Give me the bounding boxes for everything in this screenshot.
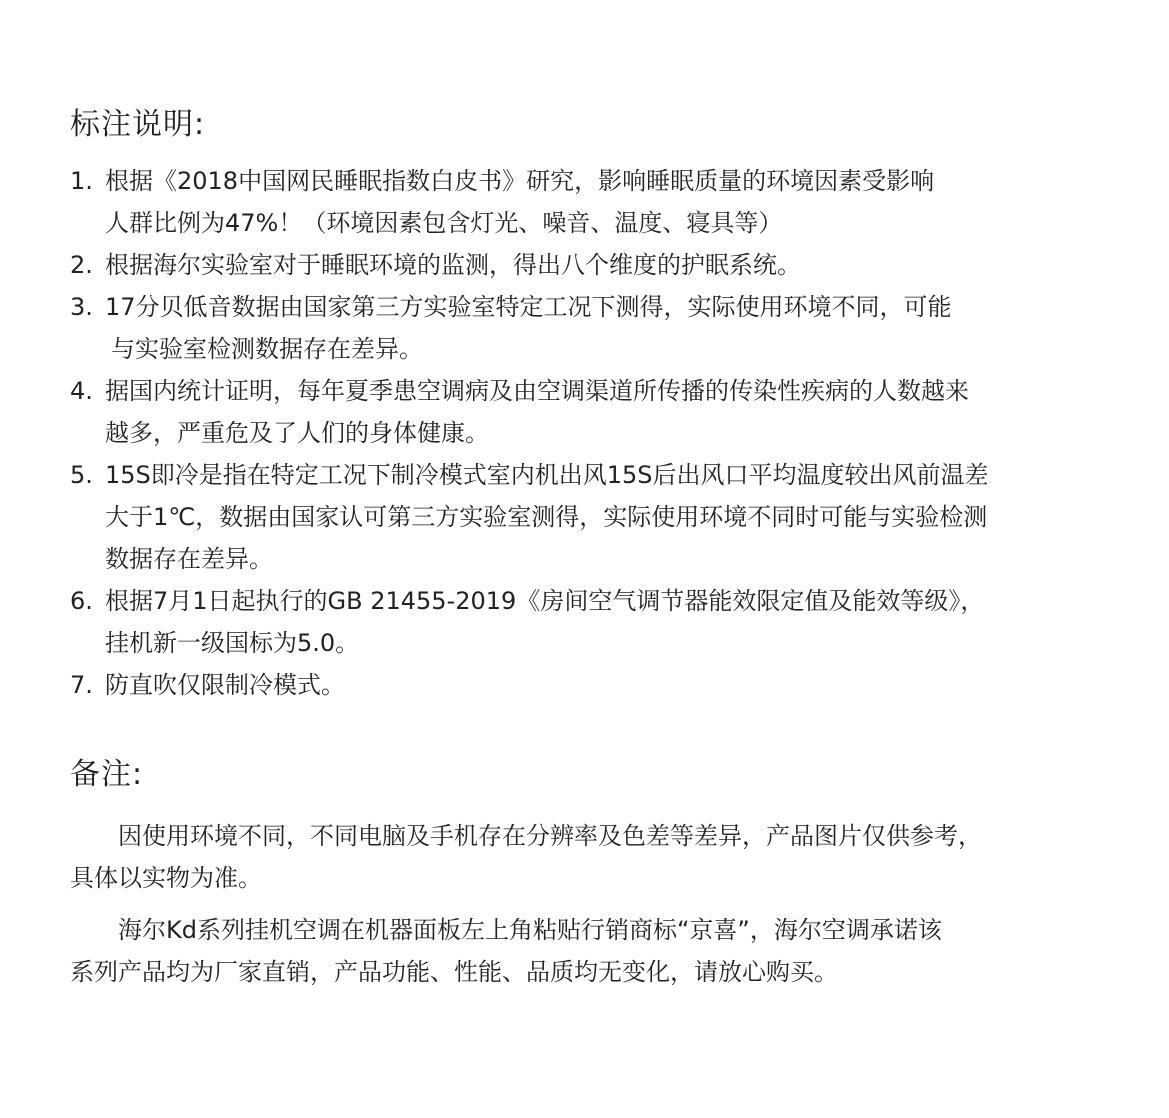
note-line: 大于1℃，数据由国家认可第三方实验室测得，实际使用环境不同时可能与实验检测 bbox=[105, 503, 988, 531]
note-text bbox=[105, 370, 1120, 454]
notes-heading: 标注说明: bbox=[70, 107, 206, 142]
note-number: 7. bbox=[70, 671, 93, 699]
remark-paragraph-2 bbox=[70, 909, 1120, 993]
remark-line: 因使用环境不同，不同电脑及手机存在分辨率及色差等差异，产品图片仅供参考， bbox=[118, 822, 982, 850]
note-number: 5. bbox=[70, 461, 93, 489]
remarks-section bbox=[70, 815, 1120, 1003]
note-text bbox=[105, 160, 1120, 244]
note-line: 数据存在差异。 bbox=[105, 545, 273, 573]
note-item-2 bbox=[70, 244, 1120, 286]
note-text bbox=[105, 664, 1120, 706]
note-item-6 bbox=[70, 580, 1120, 664]
remark-line: 具体以实物为准。 bbox=[70, 864, 262, 892]
note-line: 挂机新一级国标为5.0。 bbox=[105, 629, 360, 657]
note-line: 根据《2018中国网民睡眠指数白皮书》研究，影响睡眠质量的环境因素受影响 bbox=[105, 167, 935, 195]
note-line: 越多，严重危及了人们的身体健康。 bbox=[105, 419, 489, 447]
note-text bbox=[105, 286, 1120, 370]
notes-list bbox=[70, 160, 1120, 706]
note-item-4 bbox=[70, 370, 1120, 454]
note-item-1 bbox=[70, 160, 1120, 244]
note-number: 6. bbox=[70, 587, 93, 615]
remark-paragraph-1 bbox=[70, 815, 1120, 899]
note-item-3 bbox=[70, 286, 1120, 370]
note-number: 3. bbox=[70, 293, 93, 321]
note-line: 人群比例为47%！（环境因素包含灯光、噪音、温度、寝具等） bbox=[105, 209, 783, 237]
note-text bbox=[105, 580, 1120, 664]
note-item-7 bbox=[70, 664, 1120, 706]
note-line: 17分贝低音数据由国家第三方实验室特定工况下测得，实际使用环境不同，可能 bbox=[105, 293, 952, 321]
note-number: 1. bbox=[70, 167, 93, 195]
note-text bbox=[105, 454, 1120, 580]
remark-line: 系列产品均为厂家直销，产品功能、性能、品质均无变化，请放心购买。 bbox=[70, 958, 838, 986]
note-line: 防直吹仅限制冷模式。 bbox=[105, 671, 345, 699]
note-text bbox=[105, 244, 1120, 286]
note-line: 据国内统计证明，每年夏季患空调病及由空调渠道所传播的传染性疾病的人数越来 bbox=[105, 377, 969, 405]
note-line: 根据海尔实验室对于睡眠环境的监测，得出八个维度的护眠系统。 bbox=[105, 251, 801, 279]
note-number: 4. bbox=[70, 377, 93, 405]
note-number: 2. bbox=[70, 251, 93, 279]
note-line: 根据7月1日起执行的GB 21455-2019《房间空气调节器能效限定值及能效等级》， bbox=[105, 587, 985, 615]
note-line: 与实验室检测数据存在差异。 bbox=[111, 335, 423, 363]
note-item-5 bbox=[70, 454, 1120, 580]
remarks-heading: 备注: bbox=[70, 757, 144, 792]
remark-line: 海尔Kd系列挂机空调在机器面板左上角粘贴行销商标“京喜”，海尔空调承诺该 bbox=[118, 916, 942, 944]
note-line: 15S即冷是指在特定工况下制冷模式室内机出风15S后出风口平均温度较出风前温差 bbox=[105, 461, 989, 489]
